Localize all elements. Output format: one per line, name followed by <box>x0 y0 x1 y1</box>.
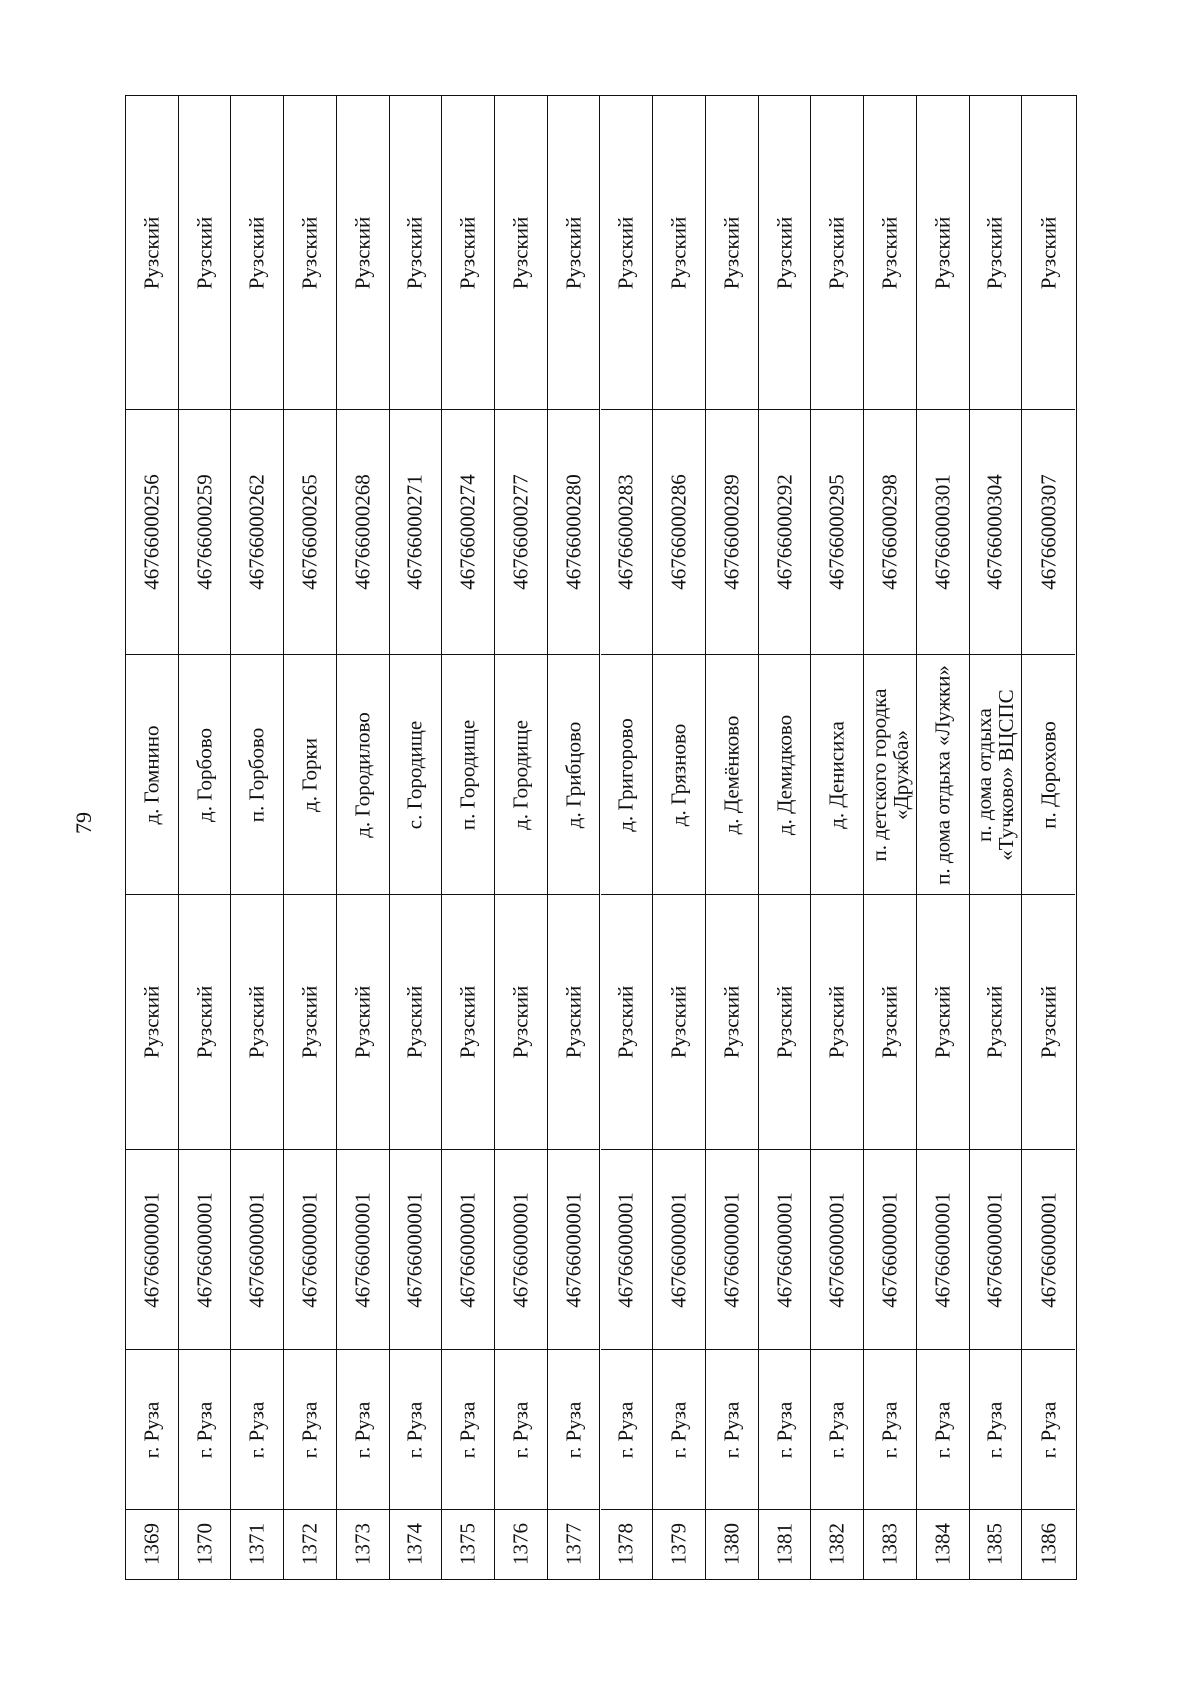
cell-number <box>601 1510 653 1578</box>
cell-district-2 <box>1022 96 1075 410</box>
cell-district-2 <box>179 96 231 410</box>
cell-city <box>759 1350 811 1510</box>
cell-district-2 <box>126 96 178 410</box>
cell-city-text: г. Руза <box>877 1401 902 1458</box>
table-row <box>337 96 390 1579</box>
cell-district-2-text: Рузский <box>772 216 797 289</box>
cell-district-text: Рузский <box>772 985 797 1059</box>
cell-district-2-text: Рузский <box>613 216 638 289</box>
cell-city-code-text: 46766000001 <box>666 1191 691 1308</box>
cell-district <box>179 895 231 1150</box>
cell-number-text: 1373 <box>350 1523 375 1565</box>
cell-city-text: г. Руза <box>666 1401 691 1458</box>
cell-settlement-text: п. дома отдыха «Лужки» <box>930 664 955 885</box>
table-row <box>390 96 443 1579</box>
cell-city-code <box>179 1150 231 1350</box>
table-row <box>495 96 548 1579</box>
table-row <box>653 96 706 1579</box>
cell-settlement <box>706 655 758 895</box>
cell-district-text: Рузский <box>402 985 427 1059</box>
cell-city-code-text: 46766000001 <box>1036 1191 1061 1308</box>
cell-number <box>390 1510 442 1578</box>
cell-district-2 <box>442 96 494 410</box>
cell-city-code <box>390 1150 442 1350</box>
cell-settlement-code <box>231 410 283 655</box>
cell-city <box>495 1350 547 1510</box>
cell-settlement-text: д. Грязново <box>666 723 691 826</box>
cell-settlement <box>864 655 916 895</box>
cell-city <box>442 1350 494 1510</box>
cell-district-2-text: Рузский <box>139 216 164 289</box>
cell-number <box>970 1510 1022 1578</box>
cell-settlement-code <box>706 410 758 655</box>
page-number: 79 <box>71 812 96 834</box>
cell-city-code-text: 46766000001 <box>244 1191 269 1308</box>
cell-city <box>811 1350 863 1510</box>
cell-city-code-text: 46766000001 <box>719 1191 744 1308</box>
table-row <box>1022 96 1075 1579</box>
cell-settlement <box>126 655 178 895</box>
cell-settlement-text: д. Грибцово <box>561 721 586 828</box>
cell-city-code <box>811 1150 863 1350</box>
cell-city <box>970 1350 1022 1510</box>
cell-district-text: Рузский <box>719 985 744 1059</box>
cell-district-2 <box>390 96 442 410</box>
cell-district <box>653 895 705 1150</box>
cell-city <box>1022 1350 1075 1510</box>
cell-settlement-text: п. Горбово <box>244 727 269 822</box>
cell-settlement-code <box>442 410 494 655</box>
cell-settlement-text: п. дома отдыха «Тучково» ВЦСПС <box>972 688 1019 861</box>
cell-settlement <box>495 655 547 895</box>
cell-district-2-text: Рузский <box>1036 216 1061 289</box>
cell-settlement-code-text: 46766000277 <box>508 474 533 590</box>
cell-district-text: Рузский <box>455 985 480 1059</box>
table-row <box>179 96 232 1579</box>
cell-district-text: Рузский <box>824 985 849 1059</box>
cell-district-text: Рузский <box>350 985 375 1059</box>
cell-district-text: Рузский <box>666 985 691 1059</box>
cell-settlement-code-text: 46766000259 <box>192 474 217 590</box>
cell-city <box>390 1350 442 1510</box>
cell-district-2-text: Рузский <box>561 216 586 289</box>
cell-district-2-text: Рузский <box>244 216 269 289</box>
cell-district-2-text: Рузский <box>350 216 375 289</box>
cell-city-code-text: 46766000001 <box>139 1191 164 1308</box>
cell-settlement-text: п. Городище <box>455 719 480 830</box>
cell-district <box>811 895 863 1150</box>
cell-settlement-code-text: 46766000265 <box>297 474 322 590</box>
cell-district <box>1022 895 1075 1150</box>
cell-settlement-code <box>390 410 442 655</box>
cell-city-code-text: 46766000001 <box>930 1191 955 1308</box>
cell-settlement <box>548 655 600 895</box>
cell-settlement <box>917 655 969 895</box>
cell-district-2-text: Рузский <box>982 216 1007 289</box>
cell-city-text: г. Руза <box>561 1401 586 1458</box>
cell-settlement <box>1022 655 1075 895</box>
table-row <box>864 96 917 1579</box>
cell-number-text: 1372 <box>297 1523 322 1565</box>
cell-city-code <box>231 1150 283 1350</box>
cell-city-code-text: 46766000001 <box>982 1191 1007 1308</box>
cell-district <box>390 895 442 1150</box>
cell-settlement-code <box>970 410 1022 655</box>
cell-settlement-code-text: 46766000256 <box>139 474 164 590</box>
cell-city-code <box>284 1150 336 1350</box>
cell-settlement-code <box>759 410 811 655</box>
cell-district-2 <box>970 96 1022 410</box>
cell-settlement-code <box>917 410 969 655</box>
cell-city-code-text: 46766000001 <box>877 1191 902 1308</box>
cell-settlement-text: д. Денисиха <box>824 720 849 829</box>
cell-city <box>284 1350 336 1510</box>
cell-number-text: 1371 <box>244 1523 269 1565</box>
cell-city-code <box>917 1150 969 1350</box>
cell-city-code <box>495 1150 547 1350</box>
cell-district <box>917 895 969 1150</box>
cell-district-text: Рузский <box>561 985 586 1059</box>
cell-settlement-code-text: 46766000292 <box>772 474 797 590</box>
cell-settlement <box>284 655 336 895</box>
cell-district-2-text: Рузский <box>192 216 217 289</box>
cell-settlement <box>811 655 863 895</box>
table-row <box>231 96 284 1579</box>
cell-settlement-code <box>548 410 600 655</box>
cell-district <box>126 895 178 1150</box>
cell-city-code-text: 46766000001 <box>772 1191 797 1308</box>
cell-district <box>864 895 916 1150</box>
cell-district-text: Рузский <box>877 985 902 1059</box>
cell-settlement <box>759 655 811 895</box>
cell-district <box>495 895 547 1150</box>
cell-district-text: Рузский <box>508 985 533 1059</box>
cell-district-2 <box>706 96 758 410</box>
cell-settlement-text: д. Гомнино <box>139 724 164 825</box>
cell-city-text: г. Руза <box>719 1401 744 1458</box>
cell-settlement-code-text: 46766000304 <box>982 474 1007 590</box>
cell-district-2 <box>759 96 811 410</box>
cell-settlement-text: д. Демёнково <box>719 715 744 834</box>
cell-number-text: 1377 <box>561 1523 586 1565</box>
table-row <box>548 96 601 1579</box>
cell-settlement-code-text: 46766000262 <box>244 474 269 590</box>
cell-number <box>284 1510 336 1578</box>
cell-settlement-code <box>284 410 336 655</box>
cell-district-2 <box>495 96 547 410</box>
cell-city-code <box>601 1150 653 1350</box>
cell-city-text: г. Руза <box>297 1401 322 1458</box>
cell-settlement-code <box>653 410 705 655</box>
cell-settlement <box>653 655 705 895</box>
cell-settlement-code-text: 46766000280 <box>561 474 586 590</box>
cell-settlement-code-text: 46766000274 <box>455 474 480 590</box>
cell-city <box>917 1350 969 1510</box>
cell-district-2 <box>811 96 863 410</box>
cell-district <box>601 895 653 1150</box>
cell-settlement-text: п. детского городка «Дружба» <box>866 688 913 861</box>
cell-district-text: Рузский <box>930 985 955 1059</box>
cell-city-text: г. Руза <box>982 1401 1007 1458</box>
cell-number-text: 1374 <box>402 1523 427 1565</box>
table-row <box>706 96 759 1579</box>
cell-district-2 <box>917 96 969 410</box>
cell-district-2 <box>653 96 705 410</box>
cell-city-code <box>653 1150 705 1350</box>
cell-settlement-code-text: 46766000301 <box>930 474 955 590</box>
cell-settlement-text: д. Городище <box>508 719 533 830</box>
cell-settlement-code <box>179 410 231 655</box>
cell-number <box>179 1510 231 1578</box>
cell-district-2 <box>337 96 389 410</box>
table-row <box>126 96 179 1579</box>
cell-city-text: г. Руза <box>772 1401 797 1458</box>
cell-settlement-code-text: 46766000286 <box>666 474 691 590</box>
cell-district-text: Рузский <box>1036 985 1061 1059</box>
cell-district-text: Рузский <box>192 985 217 1059</box>
cell-district <box>706 895 758 1150</box>
cell-district-2-text: Рузский <box>508 216 533 289</box>
cell-settlement-code-text: 46766000271 <box>402 474 427 590</box>
cell-district-2-text: Рузский <box>666 216 691 289</box>
cell-city-text: г. Руза <box>508 1401 533 1458</box>
cell-district-text: Рузский <box>244 985 269 1059</box>
cell-number-text: 1369 <box>139 1523 164 1565</box>
cell-district-2-text: Рузский <box>930 216 955 289</box>
cell-settlement <box>601 655 653 895</box>
cell-district-text: Рузский <box>982 985 1007 1059</box>
cell-district <box>548 895 600 1150</box>
cell-number-text: 1385 <box>982 1523 1007 1565</box>
cell-city <box>231 1350 283 1510</box>
cell-district-2-text: Рузский <box>455 216 480 289</box>
cell-city-code-text: 46766000001 <box>613 1191 638 1308</box>
cell-number-text: 1381 <box>772 1523 797 1565</box>
cell-settlement-text: д. Горки <box>297 737 322 812</box>
cell-district-2-text: Рузский <box>402 216 427 289</box>
cell-number-text: 1383 <box>877 1523 902 1565</box>
cell-city-code <box>442 1150 494 1350</box>
cell-city-code <box>1022 1150 1075 1350</box>
cell-number <box>1022 1510 1075 1578</box>
cell-district <box>284 895 336 1150</box>
data-table <box>125 95 1077 1580</box>
cell-settlement-code-text: 46766000295 <box>824 474 849 590</box>
cell-city-text: г. Руза <box>192 1401 217 1458</box>
cell-settlement-text: п. Дорохово <box>1036 720 1061 829</box>
cell-city-text: г. Руза <box>350 1401 375 1458</box>
cell-settlement-code <box>864 410 916 655</box>
cell-district-2-text: Рузский <box>297 216 322 289</box>
cell-number <box>337 1510 389 1578</box>
cell-settlement-code-text: 46766000283 <box>613 474 638 590</box>
cell-city <box>179 1350 231 1510</box>
cell-settlement <box>179 655 231 895</box>
cell-number <box>759 1510 811 1578</box>
cell-district-2-text: Рузский <box>877 216 902 289</box>
cell-city <box>548 1350 600 1510</box>
cell-settlement <box>231 655 283 895</box>
cell-city-text: г. Руза <box>824 1401 849 1458</box>
table-row <box>811 96 864 1579</box>
cell-settlement <box>970 655 1022 895</box>
cell-district-text: Рузский <box>139 985 164 1059</box>
cell-settlement-text: с. Городище <box>402 720 427 829</box>
cell-city-code-text: 46766000001 <box>561 1191 586 1308</box>
cell-district <box>231 895 283 1150</box>
cell-number-text: 1375 <box>455 1523 480 1565</box>
cell-city <box>864 1350 916 1510</box>
cell-city-code-text: 46766000001 <box>402 1191 427 1308</box>
cell-number <box>706 1510 758 1578</box>
cell-settlement <box>442 655 494 895</box>
cell-city-code-text: 46766000001 <box>192 1191 217 1308</box>
cell-settlement-code <box>811 410 863 655</box>
cell-number-text: 1386 <box>1036 1523 1061 1565</box>
cell-city-text: г. Руза <box>930 1401 955 1458</box>
cell-number-text: 1376 <box>508 1523 533 1565</box>
cell-number <box>495 1510 547 1578</box>
cell-city-code <box>126 1150 178 1350</box>
cell-district <box>970 895 1022 1150</box>
cell-city-code <box>706 1150 758 1350</box>
cell-city <box>653 1350 705 1510</box>
cell-district-text: Рузский <box>297 985 322 1059</box>
cell-city <box>337 1350 389 1510</box>
cell-number <box>231 1510 283 1578</box>
cell-city-text: г. Руза <box>613 1401 638 1458</box>
cell-number-text: 1380 <box>719 1523 744 1565</box>
cell-number <box>917 1510 969 1578</box>
table-row <box>759 96 812 1579</box>
cell-district-2-text: Рузский <box>824 216 849 289</box>
cell-city-code-text: 46766000001 <box>508 1191 533 1308</box>
cell-city-code-text: 46766000001 <box>350 1191 375 1308</box>
cell-district <box>442 895 494 1150</box>
cell-district-text: Рузский <box>613 985 638 1059</box>
cell-settlement-code <box>337 410 389 655</box>
cell-settlement-code <box>495 410 547 655</box>
cell-number-text: 1378 <box>613 1523 638 1565</box>
cell-city-text: г. Руза <box>402 1401 427 1458</box>
cell-city-code <box>759 1150 811 1350</box>
cell-district-2 <box>601 96 653 410</box>
cell-city-code-text: 46766000001 <box>824 1191 849 1308</box>
table-row <box>917 96 970 1579</box>
cell-city-text: г. Руза <box>1036 1401 1061 1458</box>
cell-settlement-code <box>126 410 178 655</box>
cell-city-text: г. Руза <box>139 1401 164 1458</box>
cell-district <box>759 895 811 1150</box>
table-row <box>601 96 654 1579</box>
cell-number <box>126 1510 178 1578</box>
cell-city-code <box>970 1150 1022 1350</box>
cell-settlement-code-text: 46766000289 <box>719 474 744 590</box>
table-row <box>442 96 495 1579</box>
cell-district-2 <box>864 96 916 410</box>
cell-settlement-code-text: 46766000268 <box>350 474 375 590</box>
cell-settlement-text: д. Горбово <box>192 727 217 822</box>
cell-city <box>706 1350 758 1510</box>
cell-number-text: 1379 <box>666 1523 691 1565</box>
cell-number-text: 1370 <box>192 1523 217 1565</box>
cell-settlement-code-text: 46766000307 <box>1036 474 1061 590</box>
cell-city-text: г. Руза <box>244 1401 269 1458</box>
cell-city-code-text: 46766000001 <box>455 1191 480 1308</box>
cell-number-text: 1382 <box>824 1523 849 1565</box>
cell-city-code <box>548 1150 600 1350</box>
cell-settlement-text: д. Григорово <box>613 717 638 832</box>
cell-district-2 <box>548 96 600 410</box>
cell-number <box>653 1510 705 1578</box>
cell-number <box>864 1510 916 1578</box>
cell-settlement <box>390 655 442 895</box>
cell-district-2 <box>231 96 283 410</box>
cell-settlement-code-text: 46766000298 <box>877 474 902 590</box>
cell-number <box>548 1510 600 1578</box>
cell-number <box>811 1510 863 1578</box>
cell-settlement-code <box>601 410 653 655</box>
cell-number-text: 1384 <box>930 1523 955 1565</box>
cell-settlement-text: д. Городилово <box>350 711 375 838</box>
cell-city-text: г. Руза <box>455 1401 480 1458</box>
cell-city-code <box>337 1150 389 1350</box>
cell-city <box>601 1350 653 1510</box>
cell-city-code-text: 46766000001 <box>297 1191 322 1308</box>
cell-number <box>442 1510 494 1578</box>
table-row <box>284 96 337 1579</box>
table-row <box>970 96 1023 1579</box>
cell-district <box>337 895 389 1150</box>
cell-city <box>126 1350 178 1510</box>
cell-district-2 <box>284 96 336 410</box>
cell-settlement-text: д. Демидково <box>772 714 797 835</box>
cell-settlement-code <box>1022 410 1075 655</box>
cell-settlement <box>337 655 389 895</box>
cell-city-code <box>864 1150 916 1350</box>
cell-district-2-text: Рузский <box>719 216 744 289</box>
